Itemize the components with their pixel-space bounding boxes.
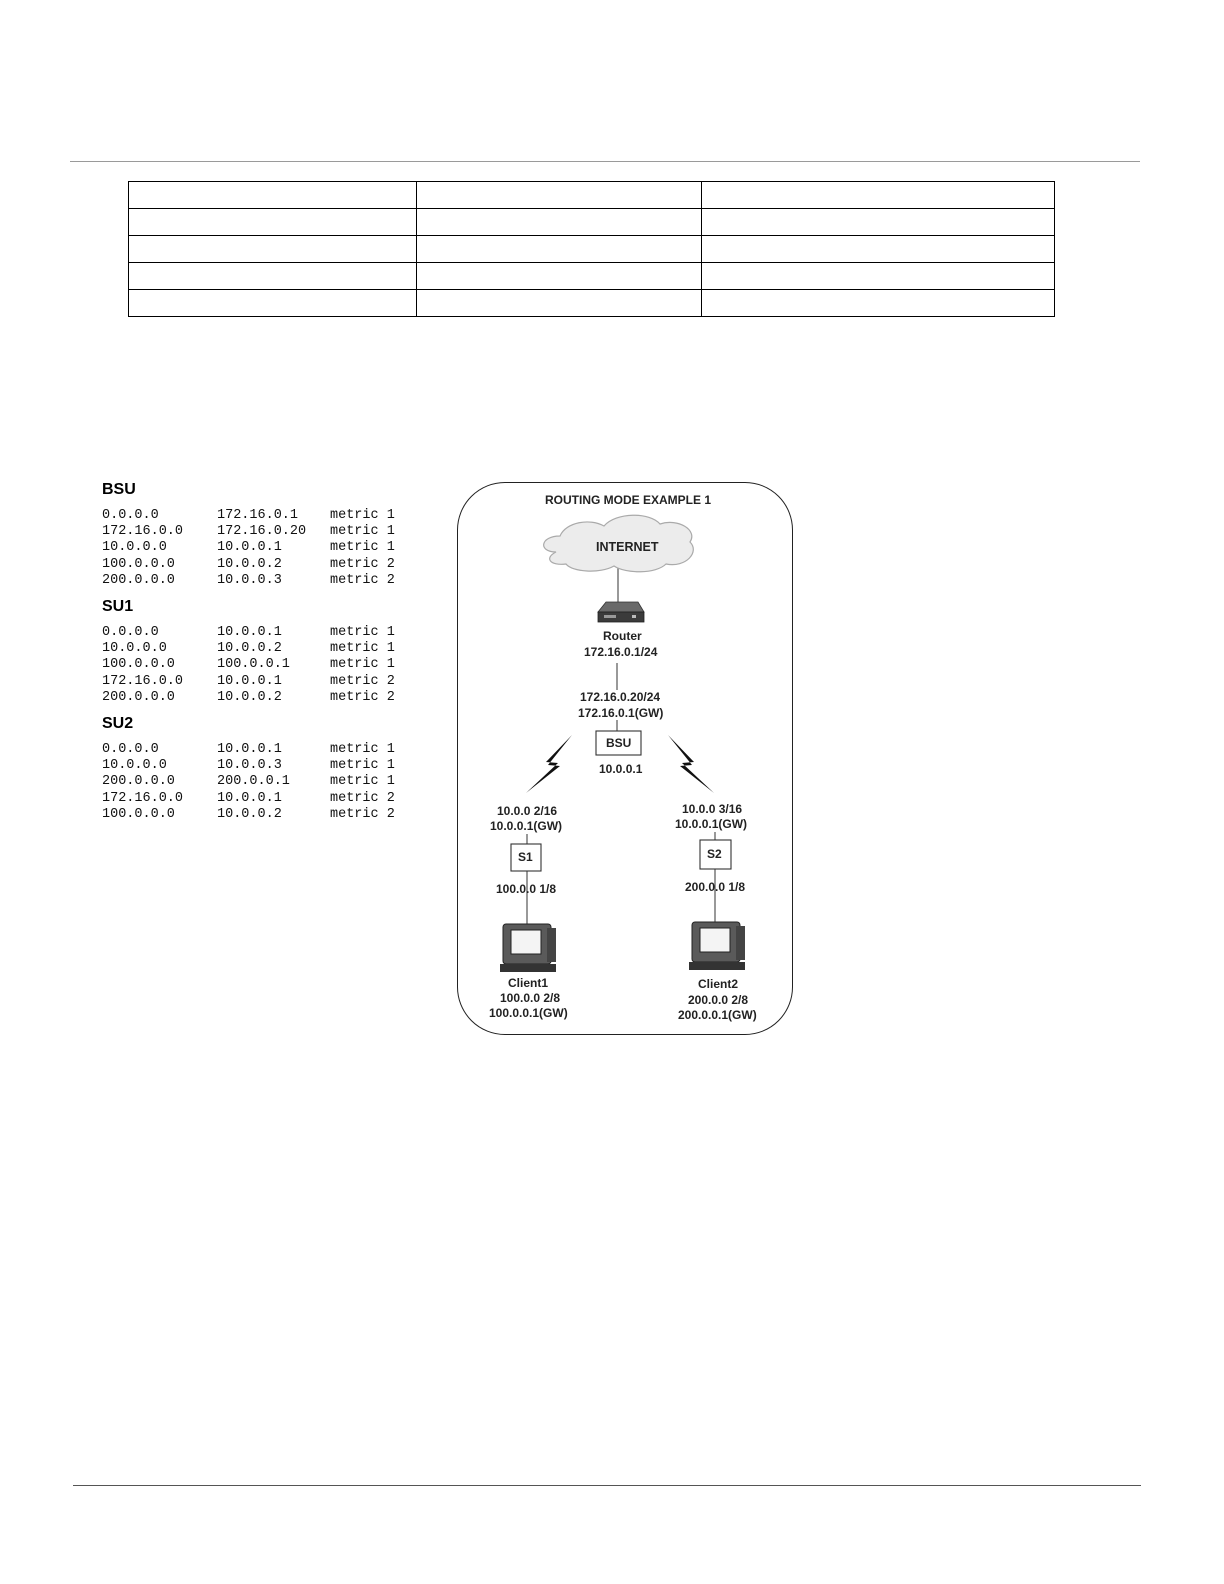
route-gateway: 10.0.0.2: [217, 641, 282, 657]
s2-label: S2: [707, 847, 722, 861]
route-metric: metric 2: [330, 556, 395, 572]
bsu-ip-line2: 172.16.0.1(GW): [578, 706, 664, 720]
diagram-title: ROUTING MODE EXAMPLE 1: [545, 493, 712, 507]
route-metric: metric 2: [330, 689, 395, 705]
s1-label: S1: [518, 850, 533, 864]
route-destination: 100.0.0.0: [102, 806, 175, 822]
route-gateway: 100.0.0.1: [217, 657, 290, 673]
route-destination: 0.0.0.0: [102, 508, 159, 523]
route-gateway: 10.0.0.2: [217, 806, 282, 822]
route-destination: 0.0.0.0: [102, 742, 159, 758]
route-destination: 10.0.0.0: [102, 540, 167, 556]
route-gateway: 172.16.0.1: [217, 508, 299, 523]
route-metric: metric 1: [330, 625, 395, 641]
route-gateway: 10.0.0.1: [217, 625, 282, 641]
client2-name: Client2: [698, 977, 739, 991]
route-metric: metric 1: [330, 774, 395, 790]
internet-label: INTERNET: [596, 540, 659, 554]
client1-name: Client1: [508, 976, 549, 990]
route-destination: 200.0.0.0: [102, 689, 175, 705]
routing-table-title: BSU: [102, 481, 136, 498]
route-gateway: 10.0.0.1: [217, 742, 282, 758]
client1-gw: 100.0.0.1(GW): [489, 1006, 568, 1020]
routing-table-title: SU2: [102, 715, 134, 733]
route-destination: 100.0.0.0: [102, 657, 175, 673]
route-metric: metric 1: [330, 508, 395, 523]
routing-table-title: SU1: [102, 598, 134, 616]
client2-ip: 200.0.0 2/8: [688, 993, 749, 1007]
route-metric: metric 1: [330, 657, 395, 673]
route-metric: metric 1: [330, 641, 395, 657]
route-metric: metric 1: [330, 742, 395, 758]
route-destination: 200.0.0.0: [102, 774, 175, 790]
route-gateway: 10.0.0.2: [217, 689, 282, 705]
footer-rule: [73, 1485, 1141, 1486]
route-destination: 100.0.0.0: [102, 556, 175, 572]
route-destination: 10.0.0.0: [102, 758, 167, 774]
route-metric: metric 1: [330, 540, 395, 556]
s2-ip-line2: 10.0.0.1(GW): [675, 817, 748, 831]
router-name: Router: [603, 629, 642, 643]
s2-ip-line1: 10.0.0 3/16: [682, 802, 743, 816]
route-metric: metric 2: [330, 673, 395, 689]
route-metric: metric 1: [330, 758, 395, 774]
route-gateway: 200.0.0.1: [217, 774, 290, 790]
route-gateway: 172.16.0.20: [217, 524, 307, 540]
bsu-ip-line1: 172.16.0.20/24: [580, 690, 661, 704]
route-destination: 0.0.0.0: [102, 625, 159, 641]
computer-icon-client1: [500, 924, 556, 972]
router-ip: 172.16.0.1/24: [584, 645, 658, 659]
s1-ip-line2: 10.0.0.1(GW): [490, 819, 563, 833]
client2-gw: 200.0.0.1(GW): [678, 1008, 757, 1022]
route-gateway: 10.0.0.3: [217, 572, 282, 588]
route-metric: metric 2: [330, 790, 395, 806]
route-destination: 10.0.0.0: [102, 641, 167, 657]
s1-lan-ip: 100.0.0 1/8: [496, 882, 557, 896]
client1-ip: 100.0.0 2/8: [500, 991, 561, 1005]
bsu-label: BSU: [606, 736, 632, 750]
route-gateway: 10.0.0.1: [217, 790, 282, 806]
route-destination: 172.16.0.0: [102, 524, 184, 540]
lightning-right-icon: [668, 735, 714, 793]
s1-ip-line1: 10.0.0 2/16: [497, 804, 558, 818]
route-gateway: 10.0.0.2: [217, 556, 282, 572]
route-gateway: 10.0.0.1: [217, 673, 282, 689]
route-gateway: 10.0.0.1: [217, 540, 282, 556]
lightning-left-icon: [526, 735, 572, 793]
route-metric: metric 2: [330, 806, 395, 822]
route-metric: metric 1: [330, 524, 395, 540]
route-destination: 200.0.0.0: [102, 572, 175, 588]
computer-icon-client2: [689, 922, 745, 970]
route-destination: 172.16.0.0: [102, 673, 184, 689]
s2-lan-ip: 200.0.0 1/8: [685, 880, 746, 894]
route-gateway: 10.0.0.3: [217, 758, 282, 774]
router-icon: [598, 602, 644, 622]
route-destination: 172.16.0.0: [102, 790, 184, 806]
bsu-wireless-ip: 10.0.0.1: [599, 762, 643, 776]
route-metric: metric 2: [330, 572, 395, 588]
